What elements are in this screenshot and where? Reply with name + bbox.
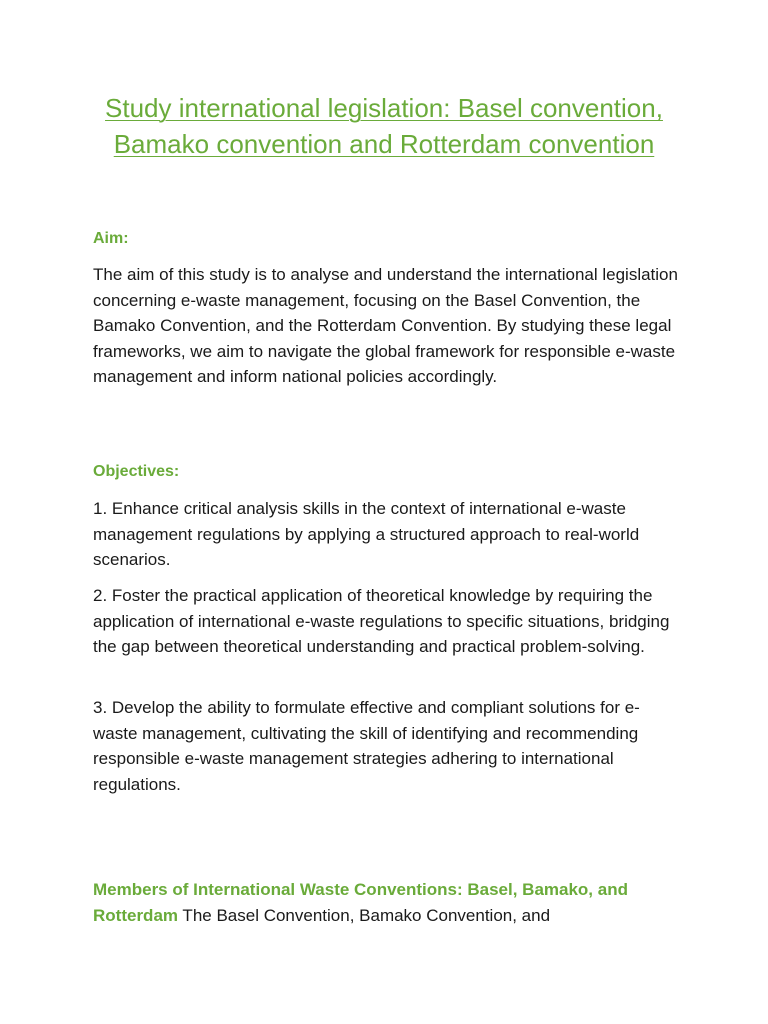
objective-item-3: 3. Develop the ability to formulate effective and compliant solutions for e-waste management, cultivating the skill of identifying and recommending responsible e-waste management strategies adhering to international regulations.: [93, 698, 640, 794]
objective-item-1: 1. Enhance critical analysis skills in the context of international e-waste management regulations by applying a structured approach to real-world scenarios.: [93, 499, 640, 569]
aim-heading: Aim:: [93, 230, 129, 247]
objective-item-2: 2. Foster the practical application of theoretical knowledge by requiring the application of international e-waste regulations to specific situations, bridging the gap between theoretical understanding and practical problem-solving.: [93, 586, 670, 656]
aim-paragraph: The aim of this study is to analyse and understand the international legislation concerning e-waste management, focusing on the Basel Convention, the Bamako Convention, and the Rotterdam Convention. By studying these legal frameworks, we aim to navigate the global framework for responsible e-waste management and inform national policies accordingly.: [93, 265, 678, 386]
members-text: The Basel Convention, Bamako Convention, and: [178, 905, 551, 925]
members-paragraph: [93, 877, 683, 928]
members-heading: Members of International Waste Conventions: Basel, Bamako, and Rotterdam: [93, 880, 628, 925]
document-title: Study international legislation: Basel convention, Bamako convention and Rotterdam convention: [105, 93, 663, 159]
objectives-heading: Objectives:: [93, 463, 180, 480]
